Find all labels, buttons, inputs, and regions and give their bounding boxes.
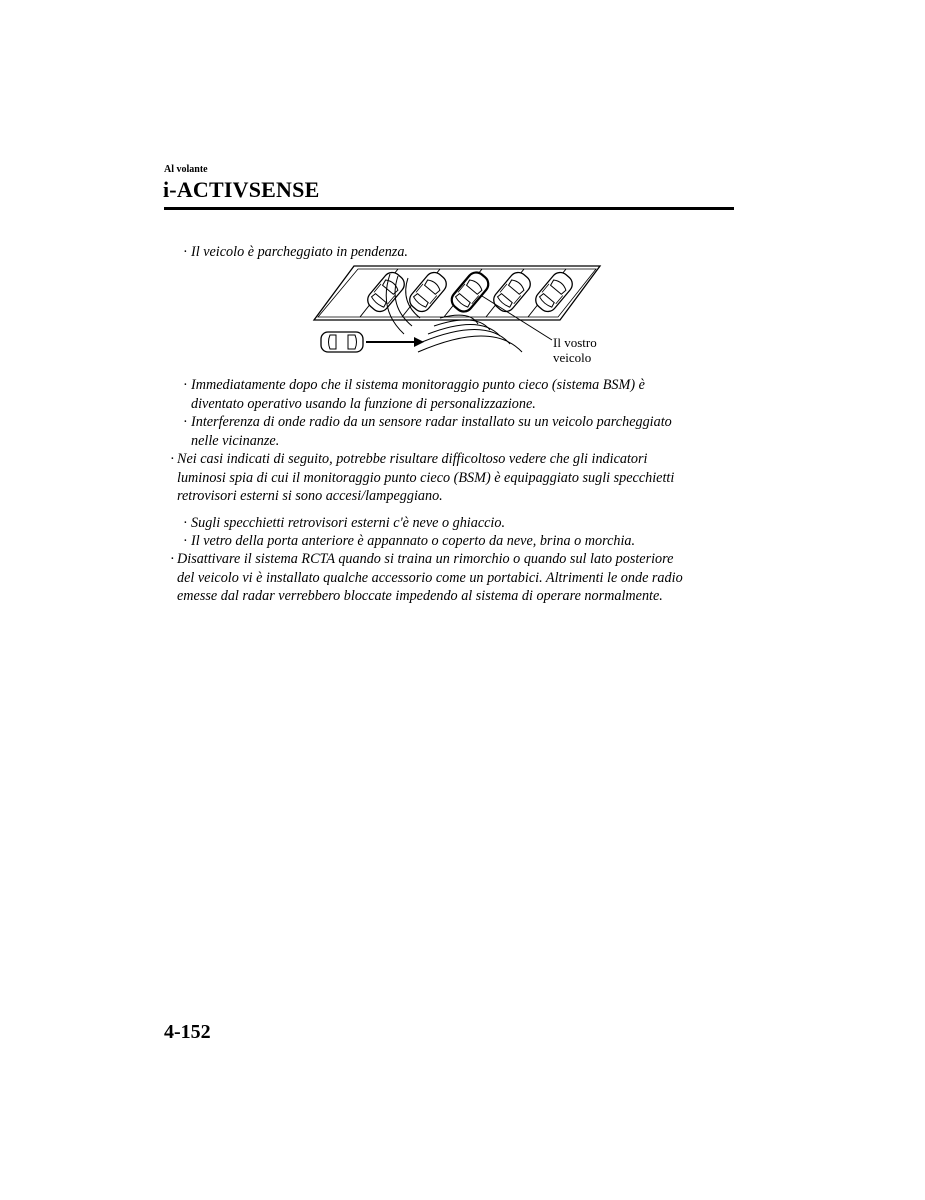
figure-label: Il vostro veicolo	[553, 335, 597, 365]
bullet-radio-interference: · Interferenza di onde radio da un sensore radar installato su un veicolo parcheggiato nelle vicinanze.	[183, 414, 672, 449]
bullet-after-activation: · Immediatamente dopo che il sistema monitoraggio punto cieco (sistema BSM) è diventato operativo usando la funzione di personalizzazione.	[183, 377, 645, 412]
bullet-disable-rcta: · Disattivare il sistema RCTA quando si traina un rimorchio o quando sul lato posteriore del veicolo vi è installato qualche accessorio come un portabici. Altrimenti le onde radio emesse dal radar verrebbero bloccate impedendo al sistema di operare normalmente.	[170, 551, 683, 605]
section-label: Al volante	[164, 164, 208, 175]
page-title: i-ACTIVSENSE	[163, 177, 320, 202]
bullet-dot: ·	[183, 533, 188, 549]
bullet-dot: ·	[183, 515, 188, 531]
bullet-indicators-visibility: · Nei casi indicati di seguito, potrebbe risultare difficoltoso vedere che gli indicatori luminosi spia di cui il monitoraggio punto cieco (BSM) è equipaggiato sugli specchietti retrovisori esterni si sono accesi/lampeggiano.	[170, 451, 675, 505]
bullet-vehicle-on-slope: · Il veicolo è parcheggiato in pendenza.	[183, 244, 408, 260]
bullet-dot: ·	[170, 551, 175, 567]
page-number: 4-152	[164, 1021, 211, 1043]
bullet-dot: ·	[170, 451, 175, 467]
bullet-dot: ·	[183, 414, 188, 430]
bullet-snow-on-mirrors: · Sugli specchietti retrovisori esterni c'è neve o ghiaccio.	[183, 515, 506, 531]
bullet-window-fogged: · Il vetro della porta anteriore è appannato o coperto da neve, brina o morchia.	[183, 533, 636, 549]
bullet-dot: ·	[183, 377, 188, 393]
title-divider	[164, 207, 734, 210]
bullet-dot: ·	[183, 244, 188, 260]
